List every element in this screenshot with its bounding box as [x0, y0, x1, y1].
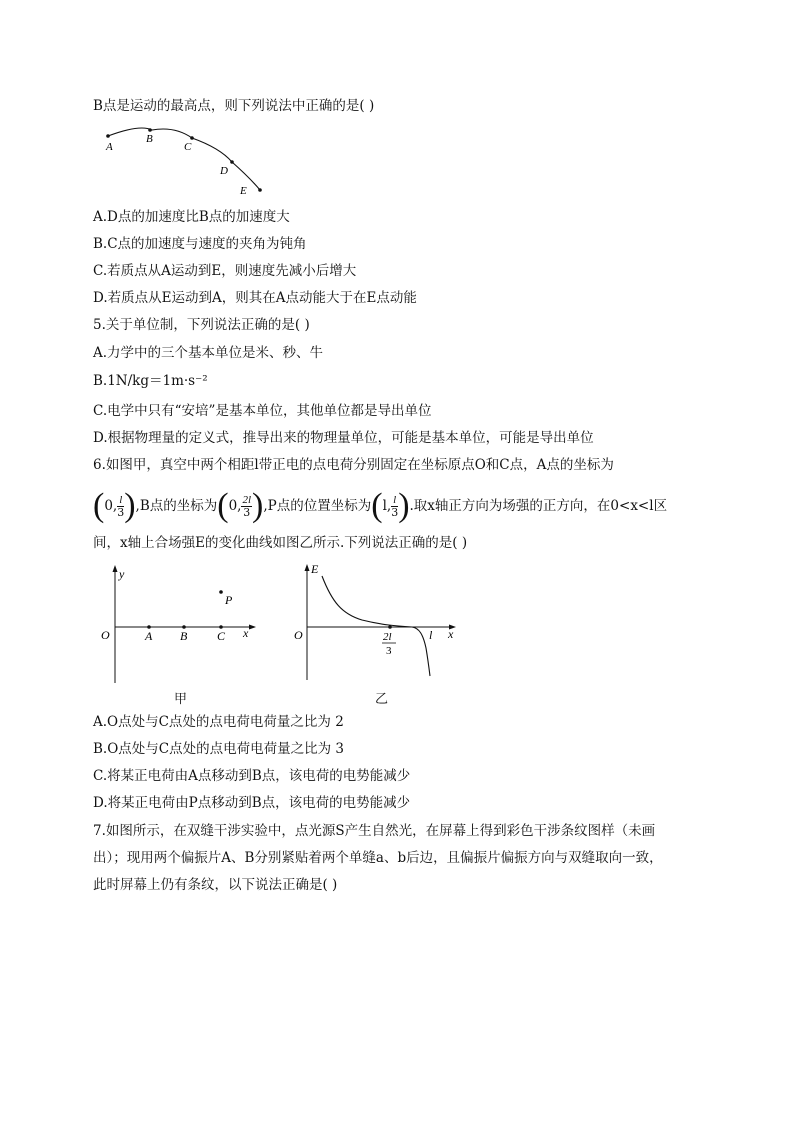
q5-option-d: D.根据物理量的定义式，推导出来的物理量单位，可能是基本单位，可能是导出单位 [93, 430, 594, 446]
y-axis-arrow [113, 565, 118, 572]
point-2l3 [388, 625, 392, 629]
trajectory-curve [108, 128, 260, 190]
label-d: D [220, 165, 228, 177]
label-3: 3 [386, 645, 392, 657]
label-b: B [146, 133, 153, 145]
q5-option-b: B.1N/kg＝1m·s⁻² [93, 373, 208, 389]
point-d [230, 160, 234, 164]
label-e: E [240, 185, 247, 197]
q6-line3: 间，x轴上合场强E的变化曲线如图乙所示.下列说法正确的是( ) [93, 535, 468, 551]
label-a: A [106, 141, 113, 153]
q6-option-c: C.将某正电荷由A点移动到B点，该电荷的电势能减少 [93, 768, 411, 784]
x-axis-arrow [249, 625, 256, 630]
label-p: P [225, 593, 233, 607]
q6-option-a: A.O点处与C点处的点电荷电荷量之比为 2 [93, 714, 344, 730]
figure-jia [98, 563, 268, 703]
label-c: C [217, 629, 226, 643]
label-e: E [311, 562, 319, 576]
label-origin: O [294, 628, 303, 642]
point-c [190, 136, 194, 140]
q7-line3: 此时屏幕上仍有条纹，以下说法正确是( ) [93, 877, 338, 893]
trajectory-figure [100, 124, 270, 198]
q5-stem: 5.关于单位制，下列说法正确的是( ) [93, 317, 310, 333]
q5-option-c: C.电学中只有“安培”是基本单位，其他单位都是导出单位 [93, 403, 432, 419]
coord-b: ( 0, $\frac{2l}{3}$ ) [217, 487, 264, 524]
coord-p: ( l, $\frac{l}{3}$ ) [371, 487, 410, 524]
label-y: y [119, 567, 125, 581]
e-axis-arrow [305, 564, 310, 571]
q4-option-b: B.C点的加速度与速度的夹角为钝角 [93, 236, 307, 252]
caption-yi: 乙 [375, 692, 389, 707]
label-c: C [184, 141, 192, 153]
label-a: A [145, 629, 153, 643]
q5-option-a: A.力学中的三个基本单位是米、秒、牛 [93, 345, 324, 361]
e-field-curve [322, 576, 430, 676]
figure-yi [292, 560, 467, 688]
q7-line2: 出）；现用两个偏振片A、B分别紧贴着两个单缝a、b后边，且偏振片偏振方向与双缝取向一致， [93, 850, 663, 866]
caption-jia: 甲 [174, 692, 188, 707]
point-b [148, 128, 152, 132]
label-x: x [448, 627, 454, 641]
q6-line1: 6.如图甲，真空中两个相距l带正电的点电荷分别固定在坐标原点O和C点，A点的坐标为 [93, 457, 614, 473]
q7-line1: 7.如图所示，在双缝干涉实验中，点光源S产生自然光，在屏幕上得到彩色干涉条纹图样（未画 [93, 823, 656, 839]
label-l: l [429, 628, 433, 642]
label-origin: O [101, 628, 110, 642]
point-e [258, 188, 262, 192]
label-x: x [243, 626, 249, 640]
q4-option-a: A.D点的加速度比B点的加速度大 [93, 209, 290, 225]
q4-stem: B点是运动的最高点，则下列说法中正确的是( ) [93, 98, 375, 114]
point-a [106, 134, 110, 138]
q6-option-b: B.O点处与C点处的点电荷电荷量之比为 3 [93, 741, 344, 757]
label-b: B [180, 629, 188, 643]
label-2l: 2l [383, 631, 392, 643]
q6-line2: ( 0, $\frac{l}{3}$ ) ,B点的坐标为 ( 0, $\frac{2l}{3}$ ) ,P点的位置坐标为 ( l, $\frac{l}{3}$ ) .取x轴正方向为场强的正方向，在0<x<l区 [93, 487, 668, 524]
q4-option-d: D.若质点从E运动到A，则其在A点动能大于在E点动能 [93, 290, 417, 306]
q6-option-d: D.将某正电荷由P点移动到B点，该电荷的电势能减少 [93, 795, 411, 811]
point-p [219, 590, 223, 594]
coord-a: ( 0, $\frac{l}{3}$ ) [93, 487, 136, 524]
q4-option-c: C.若质点从A运动到E，则速度先减小后增大 [93, 263, 357, 279]
